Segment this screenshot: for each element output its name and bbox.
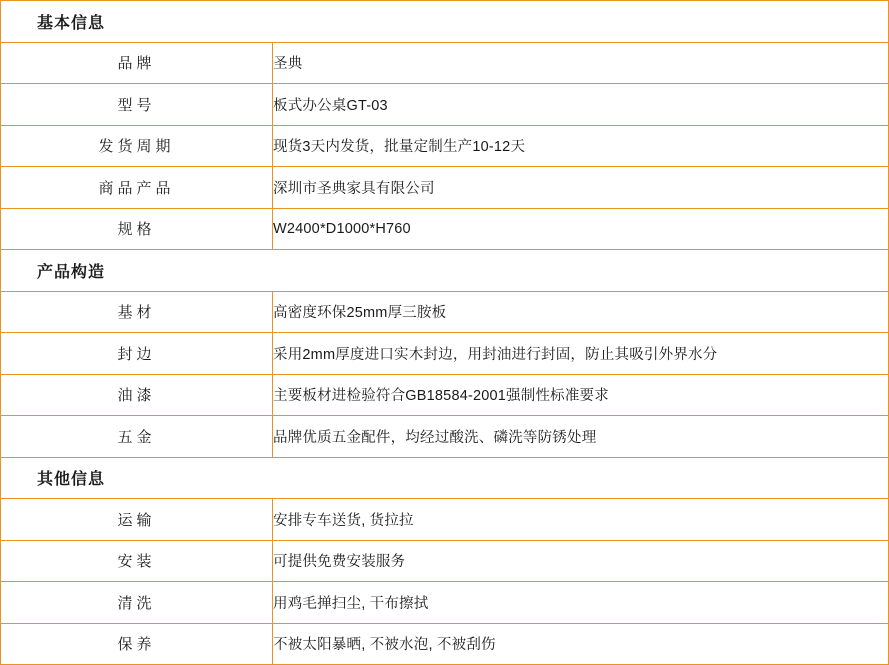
table-row [1,167,889,209]
spec-label: 基材 [1,291,273,333]
spec-label: 安装 [1,540,273,582]
table-row [1,333,889,375]
table-row [1,374,889,416]
spec-value: 深圳市圣典家具有限公司 [273,167,889,209]
spec-value: 采用2mm厚度进口实木封边，用封油进行封固，防止其吸引外界水分 [273,333,889,375]
spec-value: W2400*D1000*H760 [273,208,889,250]
spec-value: 品牌优质五金配件，均经过酸洗、磷洗等防锈处理 [273,416,889,458]
spec-value: 可提供免费安装服务 [273,540,889,582]
table-row [1,499,889,541]
table-row [1,540,889,582]
spec-label: 品牌 [1,42,273,84]
spec-label: 五金 [1,416,273,458]
spec-label: 发货周期 [1,125,273,167]
spec-value: 高密度环保25mm厚三胺板 [273,291,889,333]
table-row [1,125,889,167]
table-row [1,291,889,333]
spec-label: 商品产品 [1,167,273,209]
table-row [1,84,889,126]
spec-label: 保养 [1,623,273,665]
table-row [1,42,889,84]
section-heading: 产品构造 [1,250,889,292]
spec-value: 不被太阳暴晒, 不被水泡, 不被刮伤 [273,623,889,665]
spec-label: 运输 [1,499,273,541]
spec-label: 封边 [1,333,273,375]
spec-label: 清洗 [1,582,273,624]
spec-label: 油漆 [1,374,273,416]
table-row [1,208,889,250]
section-header-row [1,457,889,499]
section-heading: 其他信息 [1,457,889,499]
spec-label: 型号 [1,84,273,126]
spec-value: 用鸡毛掸扫尘, 干布擦拭 [273,582,889,624]
spec-value: 安排专车送货, 货拉拉 [273,499,889,541]
spec-value: 主要板材进检验符合GB18584-2001强制性标准要求 [273,374,889,416]
table-row [1,582,889,624]
spec-value: 现货3天内发货，批量定制生产10-12天 [273,125,889,167]
spec-value: 板式办公桌GT-03 [273,84,889,126]
table-row [1,416,889,458]
spec-value: 圣典 [273,42,889,84]
section-header-row [1,250,889,292]
section-header-row [1,1,889,43]
section-heading: 基本信息 [1,1,889,43]
spec-label: 规格 [1,208,273,250]
